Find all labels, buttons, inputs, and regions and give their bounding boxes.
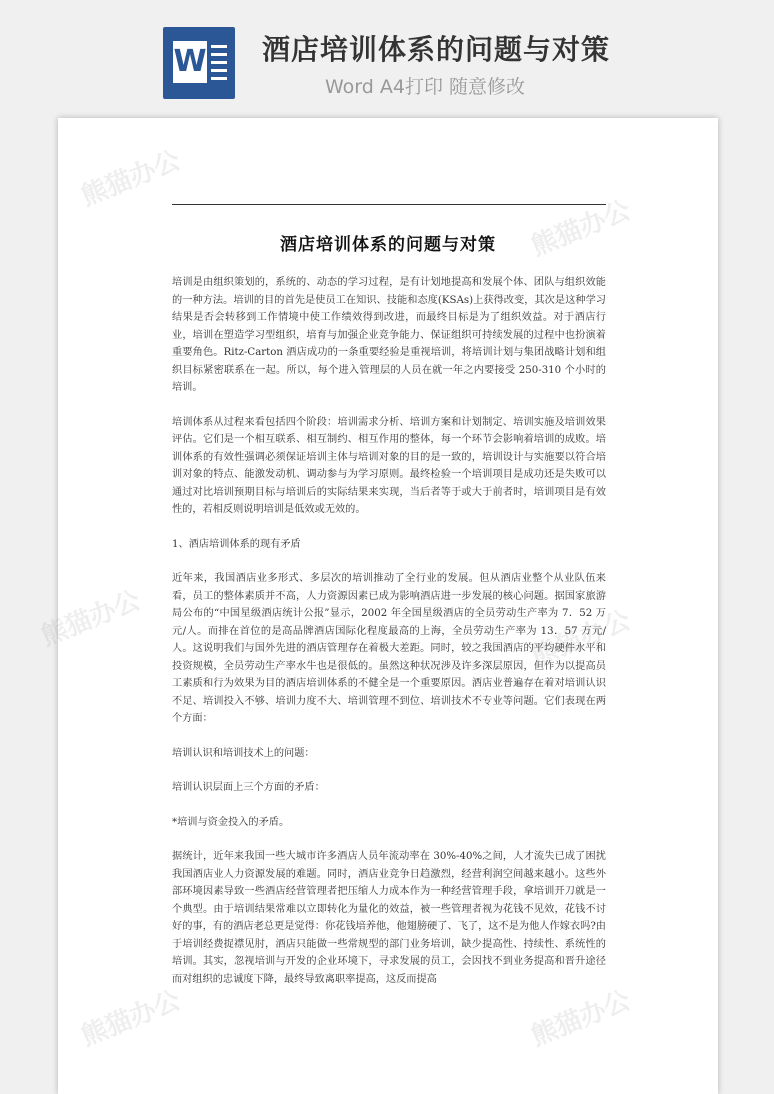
header-title: 酒店培训体系的问题与对策 xyxy=(262,33,611,66)
watermark: 熊猫办公 xyxy=(527,605,635,673)
document-title: 酒店培训体系的问题与对策 xyxy=(280,235,496,255)
paragraph: *培训与资金投入的矛盾。 xyxy=(172,816,290,828)
paragraph: 培训体系从过程来看包括四个阶段：培训需求分析、培训方案和计划制定、培训实施及培训效果评估。它们是一个相互联系、相互制约、相互作用的整体，每一个环节会影响着培训的成败。培训体系的有效性强调必须保证培训主体与培训对象的目的是一致的，培训设计与实施要以符合培训对象的特点、能激发动机、调动参与为学习原则。最终检验一个培训项目是成功还是失败可以通过对比培训预期目标与培训后的实际结果来实现，当后者等于或大于前者时，培训项目是有效性的，若相反则说明培训是低效或无效的。 xyxy=(172,416,606,515)
watermark: 熊猫办公 xyxy=(77,985,185,1053)
watermark: 熊猫办公 xyxy=(527,985,635,1053)
watermark: 熊猫办公 xyxy=(527,195,635,263)
paragraph: 培训是由组织策划的，系统的、动态的学习过程，是有计划地提高和发展个体、团队与组织效能的一种方法。培训的目的首先是使员工在知识、技能和态度(KSAs)上获得改变，其次是这种学习结果是否会转移到工作情境中使工作绩效得到改进，而最终目标是为了组织效益。对于酒店行业，培训在塑造学习型组织，培育与加强企业竞争能力、保证组织可持续发展的过程中也扮演着重要角色。Ritz-Carton 酒店成功的一条重要经验是重视培训，将培训计划与集团战略计划和组织目标紧密联系在一起。所以，每个进入管理层的人员在就一年之内要接受 250-310 个小时的培训。 xyxy=(172,277,606,393)
word-icon-letter: W xyxy=(173,41,207,83)
paragraph: 近年来，我国酒店业多形式、多层次的培训推动了全行业的发展。但从酒店业整个从业队伍来看，员工的整体素质并不高，人力资源因素已成为影响酒店进一步发展的核心问题。据国家旅游局公布的“中国星级酒店统计公报”显示，2002 年全国星级酒店的全员劳动生产率为 7．52 万元/人。而排在首位的是高品牌酒店国际化程度最高的上海，全员劳动生产率为 13．57 万元/人。这说明我们与国外先进的酒店管理存在着极大差距。同时，较之我国酒店的平均硬件水平和投资规模，全员劳动生产率水牛也是很低的。虽然这种状况涉及许多深层原因，但作为以提高员工素质和行为效果为目的酒店培训体系的不健全是一个重要原因。酒店业普遍存在着对培训认识不足、培训投入不够、培训力度不大、培训管理不到位、培训技术不专业等问题。它们表现在两个方面： xyxy=(172,573,606,724)
header-subtitle: Word A4打印 随意修改 xyxy=(325,76,526,98)
paragraph: 据统计，近年来我国一些大城市许多酒店人员年流动率在 30%-40%之间，人才流失已成了困扰我国酒店业人力资源发展的难题。同时，酒店业竞争日趋激烈，经营利润空间越来越小。这些外部环境因素导致一些酒店经营管理者把压缩人力成本作为一种经营管理手段，拿培训开刀就是一个典型。由于培训结果常难以立即转化为量化的效益，被一些管理者视为花钱不见效，花钱不讨好的事，有的酒店老总更是觉得：你花钱培养他，他翅膀硬了、飞了，这不是为他人作嫁衣吗?由于培训经费捉襟见肘，酒店只能做一些常规型的部门业务培训，缺少提高性、持续性、系统性的培训。其实，忽视培训与开发的企业环境下，寻求发展的员工，会因找不到业务提高和晋升途径而对组织的忠诚度下降，最终导致离职率提高，这反而提高 xyxy=(172,851,606,985)
paragraph: 培训认识层面上三个方面的矛盾： xyxy=(172,782,325,793)
paragraph: 培训认识和培训技术上的问题： xyxy=(172,747,315,759)
watermark: 熊猫办公 xyxy=(77,145,185,213)
document-body xyxy=(172,274,606,1005)
header-banner xyxy=(0,0,774,110)
word-icon-lines xyxy=(211,45,227,85)
watermark: 熊猫办公 xyxy=(37,585,145,653)
document-page xyxy=(37,118,718,1094)
word-document-icon xyxy=(163,27,235,99)
header-rule xyxy=(172,204,606,205)
section-heading: 1、酒店培训体系的现有矛盾 xyxy=(172,538,301,550)
